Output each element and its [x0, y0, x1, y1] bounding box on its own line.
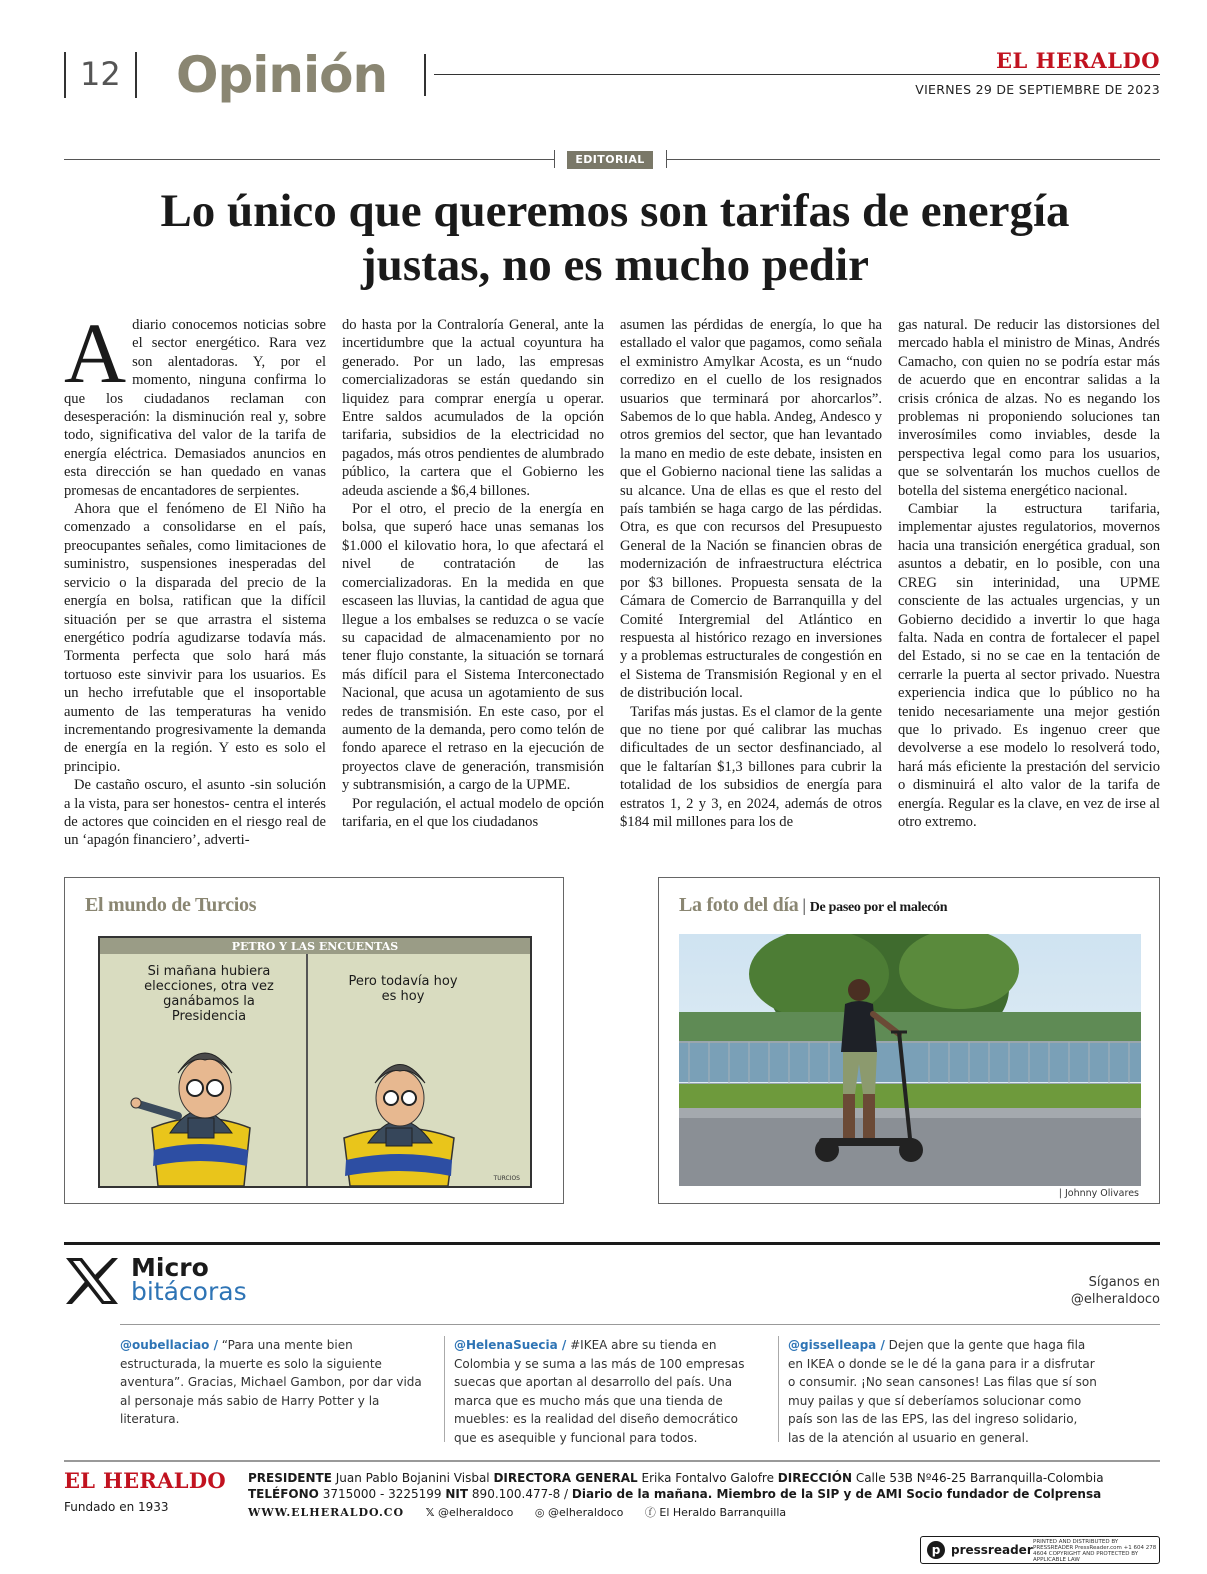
- nit-value: 890.100.477-8 /: [471, 1487, 569, 1501]
- paragraph: asumen las pérdidas de energía, lo que ha estallado el valor que pagamos, como señala el exministro Amylkar Acosta, es un “nudo corredizo en el cuello de los resignados usuarios que terminará por ahorcarlos”. Sabemos de lo que habla. Andeg, Andesco y otros gremios del sector, que han levantado la mano en medio de este debate, insisten en que el Gobierno nacional tiene las salidas a su alcance. Una de ellas es que el resto del país también se haga cargo de las pérdidas. Otra, es que con recursos del Presupuesto General de la Nación se financien obras de modernización de infraestructura eléctrica por $3 billones. Propuesta sensata de la Cámara de Comercio de Barranquilla y del Comité Intergremial del Atlántico en respuesta al histórico rezago en inversiones y a problemas estructurales de congestión en el Sistema de Transmisión Regional y en el de distribución local.: [620, 317, 882, 702]
- photo-section-name: La foto del día: [679, 894, 799, 916]
- facebook-handle: El Heraldo Barranquilla: [659, 1506, 787, 1519]
- x-logo-icon: [64, 1256, 120, 1306]
- tweet-text: #IKEA abre su tienda en Colombia y se suma a las más de 100 empresas suecas que aportan al desarrollo del país. Una marca que es mucho más que una tienda de muebles: es la realidad del diseño democrático que es asequible y funcional para todos.: [454, 1338, 745, 1445]
- footer-tagline: Diario de la mañana. Miembro de la SIP y de AMI Socio fundador de Colprensa: [571, 1487, 1102, 1501]
- tweet-handle[interactable]: @oubellaciao /: [120, 1338, 218, 1352]
- paragraph: Por regulación, el actual modelo de opción tarifaria, en el que los ciudadanos: [342, 795, 604, 830]
- paragraph: Ahora que el fenómeno de El Niño ha comenzado a consolidarse en el país, preocupantes señales, como limitaciones de suministro, suspensiones inesperadas del servicio o la disparada del precio de la energía en bolsa, ratifican que la difícil situación per se que arrastra el sistema energético podría agudizarse todavía más. Tormenta perfecta que solo hará más tortuoso este sinvivir para los usuarios. Es un hecho irrefutable que el insoportable aumento de las temperaturas ha venido incrementando progresivamente la demanda de energía en la región. Y esto es solo el principio.: [64, 501, 326, 775]
- x-handle: @elheraldoco: [438, 1506, 514, 1519]
- paragraph: Tarifas más justas. Es el clamor de la gente que no tiene por qué calibrar las muchas dificultades de un sector desfinanciado, al que le faltarían $1,3 billones para cubrir la totalidad de los subsidios de energía para estratos 1, 2 y 3, en 2024, además de otros $184 mil millones para los de: [620, 703, 882, 830]
- editorial-headline: Lo único que queremos son tarifas de energía justas, no es mucho pedir: [160, 185, 1070, 291]
- drop-cap: A: [64, 316, 127, 401]
- presidente-name: Juan Pablo Bojanini Visbal: [335, 1471, 490, 1485]
- tweet-2: [454, 1336, 764, 1448]
- editorial-tick-left: [554, 150, 555, 168]
- facebook-social[interactable]: [645, 1506, 786, 1519]
- nit-label: NIT: [445, 1487, 469, 1501]
- photo-box-title: [679, 894, 947, 917]
- photo-caption: De paseo por el malecón: [809, 900, 948, 915]
- photo-credit: | Johnny Olivares: [1058, 1188, 1139, 1199]
- pressreader-notice: PRINTED AND DISTRIBUTED BY PRESSREADER PressReader.com +1 604 278 4604 COPYRIGHT AND PROTECTED BY APPLICABLE LAW: [1033, 1539, 1157, 1563]
- directora-label: DIRECTORA GENERAL: [493, 1471, 638, 1485]
- x-icon: 𝕏: [425, 1506, 435, 1519]
- follow-us: [1071, 1274, 1160, 1308]
- instagram-handle: @elheraldoco: [548, 1506, 624, 1519]
- tweet-handle[interactable]: @gisselleapa /: [788, 1338, 885, 1352]
- cartoonist-signature: TURCIOS: [493, 1175, 520, 1182]
- section-title: Opinión: [176, 46, 388, 104]
- pressreader-icon: p: [927, 1541, 945, 1559]
- issue-date: VIERNES 29 DE SEPTIEMBRE DE 2023: [915, 82, 1160, 97]
- facebook-icon: ⓕ: [644, 1506, 656, 1519]
- speech-bubble-left: Si mañana hubiera elecciones, otra vez ganábamos la Presidencia: [144, 964, 274, 1024]
- micro-section-rule: [64, 1242, 1160, 1245]
- cartoon-strip-title: PETRO Y LAS ENCUENTAS: [231, 940, 399, 953]
- paragraph: Por el otro, el precio de la energía en bolsa, que superó hace unas semanas los $1.000 el kilovatio hora, lo que afectará el nivel de contratación de las comercializadoras. En la medida en que escaseen las lluvias, la cantidad de agua que llegue a los embalses se reduzca o se vacíe su capacidad de almacenamiento por no tener flujo constante, la situación se tornará más difícil para el Sistema Interconectado Nacional, que acusa un agotamiento de sus redes de transmisión. En este caso, por el aumento de la demanda, pero como telón de fondo aparece el retraso en la ejecución de proyectos clave de generación, transmisión y subtransmisión, a cargo de la UPME.: [342, 501, 604, 794]
- micro-section-title: [131, 1253, 247, 1306]
- footer-social: [248, 1504, 804, 1520]
- footer-logo: EL HERALDO: [64, 1468, 226, 1493]
- tweet-3: [788, 1336, 1098, 1448]
- editorial-rule-right: [666, 159, 1160, 160]
- editorial-column-4: [898, 316, 1160, 848]
- editorial-column-3: [620, 316, 882, 848]
- website-link[interactable]: WWW.ELHERALDO.CO: [248, 1506, 405, 1519]
- photo-of-the-day: [679, 934, 1141, 1186]
- footer-credits: [248, 1470, 1160, 1502]
- directora-name: Erika Fontalvo Galofre: [641, 1471, 774, 1485]
- tweets-rule: [120, 1324, 1160, 1325]
- footer-line-2: [248, 1486, 1160, 1502]
- editorial-column-1: [64, 316, 326, 848]
- tweet-handle[interactable]: @HelenaSuecia /: [454, 1338, 567, 1352]
- header-rule: [434, 74, 1160, 75]
- paragraph: [64, 316, 326, 500]
- tweet-text: Dejen que la gente que haga fila en IKEA o donde se le dé la gana para ir a disfrutar o consumir. ¡No sean cansones! Las filas que sí son muy pailas y que sí deberíamos solucionar como país son las de las EPS, las del ingreso solidario, las de la atención al usuario en general.: [788, 1338, 1097, 1445]
- header-divider: [424, 54, 426, 96]
- presidente-label: PRESIDENTE: [248, 1471, 332, 1485]
- editorial-rule-left: [64, 159, 554, 160]
- micro-title-line-1: Micro: [131, 1253, 209, 1282]
- footer-line-1: [248, 1470, 1160, 1486]
- tweet-text: “Para una mente bien estructurada, la muerte es solo la siguiente aventura”. Gracias, Michael Gambon, por dar vida al personaje más sabio de Harry Potter y la literatura.: [120, 1338, 422, 1427]
- editorial-column-2: [342, 316, 604, 848]
- instagram-icon: ◎: [534, 1506, 545, 1519]
- cartoon-illustration: [100, 938, 530, 1186]
- micro-title-line-2: bitácoras: [131, 1277, 247, 1306]
- footer-rule: [64, 1460, 1160, 1462]
- paragraph: gas natural. De reducir las distorsiones del mercado habla el ministro de Minas, Andrés Camacho, con quien no se podría estar más de acuerdo que en encontrar salidas a la crisis crónica de alzas. No es negando los problemas ni proponiendo soluciones tan inverosímiles como inviables, desde la perspectiva legal como para los usuarios, que se solventarán los muchos cuellos de botella del sistema energético nacional.: [898, 317, 1160, 499]
- tweet-divider: [444, 1336, 445, 1442]
- direccion-label: DIRECCIÓN: [777, 1471, 852, 1485]
- telefono-label: TELÉFONO: [248, 1487, 319, 1501]
- cartoon-box: [64, 877, 564, 1204]
- follow-handle[interactable]: @elheraldoco: [1070, 1292, 1160, 1307]
- follow-label: Síganos en: [1088, 1275, 1160, 1290]
- telefono-value: 3715000 - 3225199: [322, 1487, 442, 1501]
- editorial-label: EDITORIAL: [567, 151, 653, 169]
- footer-founded: Fundado en 1933: [64, 1500, 169, 1514]
- x-social[interactable]: [426, 1506, 514, 1519]
- scooter-photo: [679, 934, 1141, 1186]
- tweet-divider: [778, 1336, 779, 1442]
- pressreader-badge: [920, 1536, 1160, 1564]
- paragraph: De castaño oscuro, el asunto -sin solución a la vista, para ser honestos- centra el interés de actores que coinciden en el riesgo real de un ‘apagón financiero’, adverti-: [64, 777, 326, 848]
- title-divider: |: [802, 895, 806, 915]
- paragraph: Cambiar la estructura tarifaria, implementar ajustes regulatorios, movernos hacia una transición energética gradual, son asuntos a debatir, en lo posible, con una CREG sin interinidad, una UPME consciente de las actuales urgencias, y un Gobierno decidido a invertir lo que haga falta. Nada en contra de fortalecer el papel del Estado, si no se cae en la tentación de cerrarle la puerta al sector privado. Nuestra experiencia indica que lo público no ha tenido necesariamente una mejor gestión que lo privado. Es ingenuo creer que devolverse a ese modelo lo resolverá todo, hará más eficiente la prestación del servicio o disminuirá el alto valor de la tarifa de energía. Regular es la clave, en vez de irse al otro extremo.: [898, 501, 1160, 830]
- masthead-logo: EL HERALDO: [996, 48, 1160, 73]
- cartoon-strip: [98, 936, 532, 1188]
- pressreader-name: pressreader: [951, 1543, 1033, 1557]
- speech-bubble-right: Pero todavía hoy es hoy: [348, 974, 458, 1004]
- instagram-social[interactable]: [535, 1506, 623, 1519]
- paragraph-text: diario conocemos noticias sobre el sector energético. Rara vez son alentadoras. Y, por el momento, ninguna confirma lo que los ciudadanos reclaman con desesperación: la disminución real y, sobre todo, significativa del valor de la tarifa de energía eléctrica. Demasiados anuncios en esta dirección se han quedado en vanas promesas de encantadores de serpientes.: [64, 317, 326, 499]
- cartoon-box-title: El mundo de Turcios: [85, 894, 257, 916]
- photo-box: [658, 877, 1160, 1204]
- paragraph: do hasta por la Contraloría General, ante la incertidumbre que la actual coyuntura ha generado. Por un lado, las empresas comercializadoras se están quedando sin liquidez para comprar energía u operar. Entre saldos acumulados de la opción tarifaria, subsidios de la electricidad no pagados, más otros pendientes de alumbrado público, la cartera que el Gobierno les adeuda asciende a $6,4 billones.: [342, 317, 604, 499]
- page-number: 12: [64, 52, 137, 98]
- tweet-1: [120, 1336, 430, 1429]
- direccion-value: Calle 53B Nº46-25 Barranquilla-Colombia: [855, 1471, 1104, 1485]
